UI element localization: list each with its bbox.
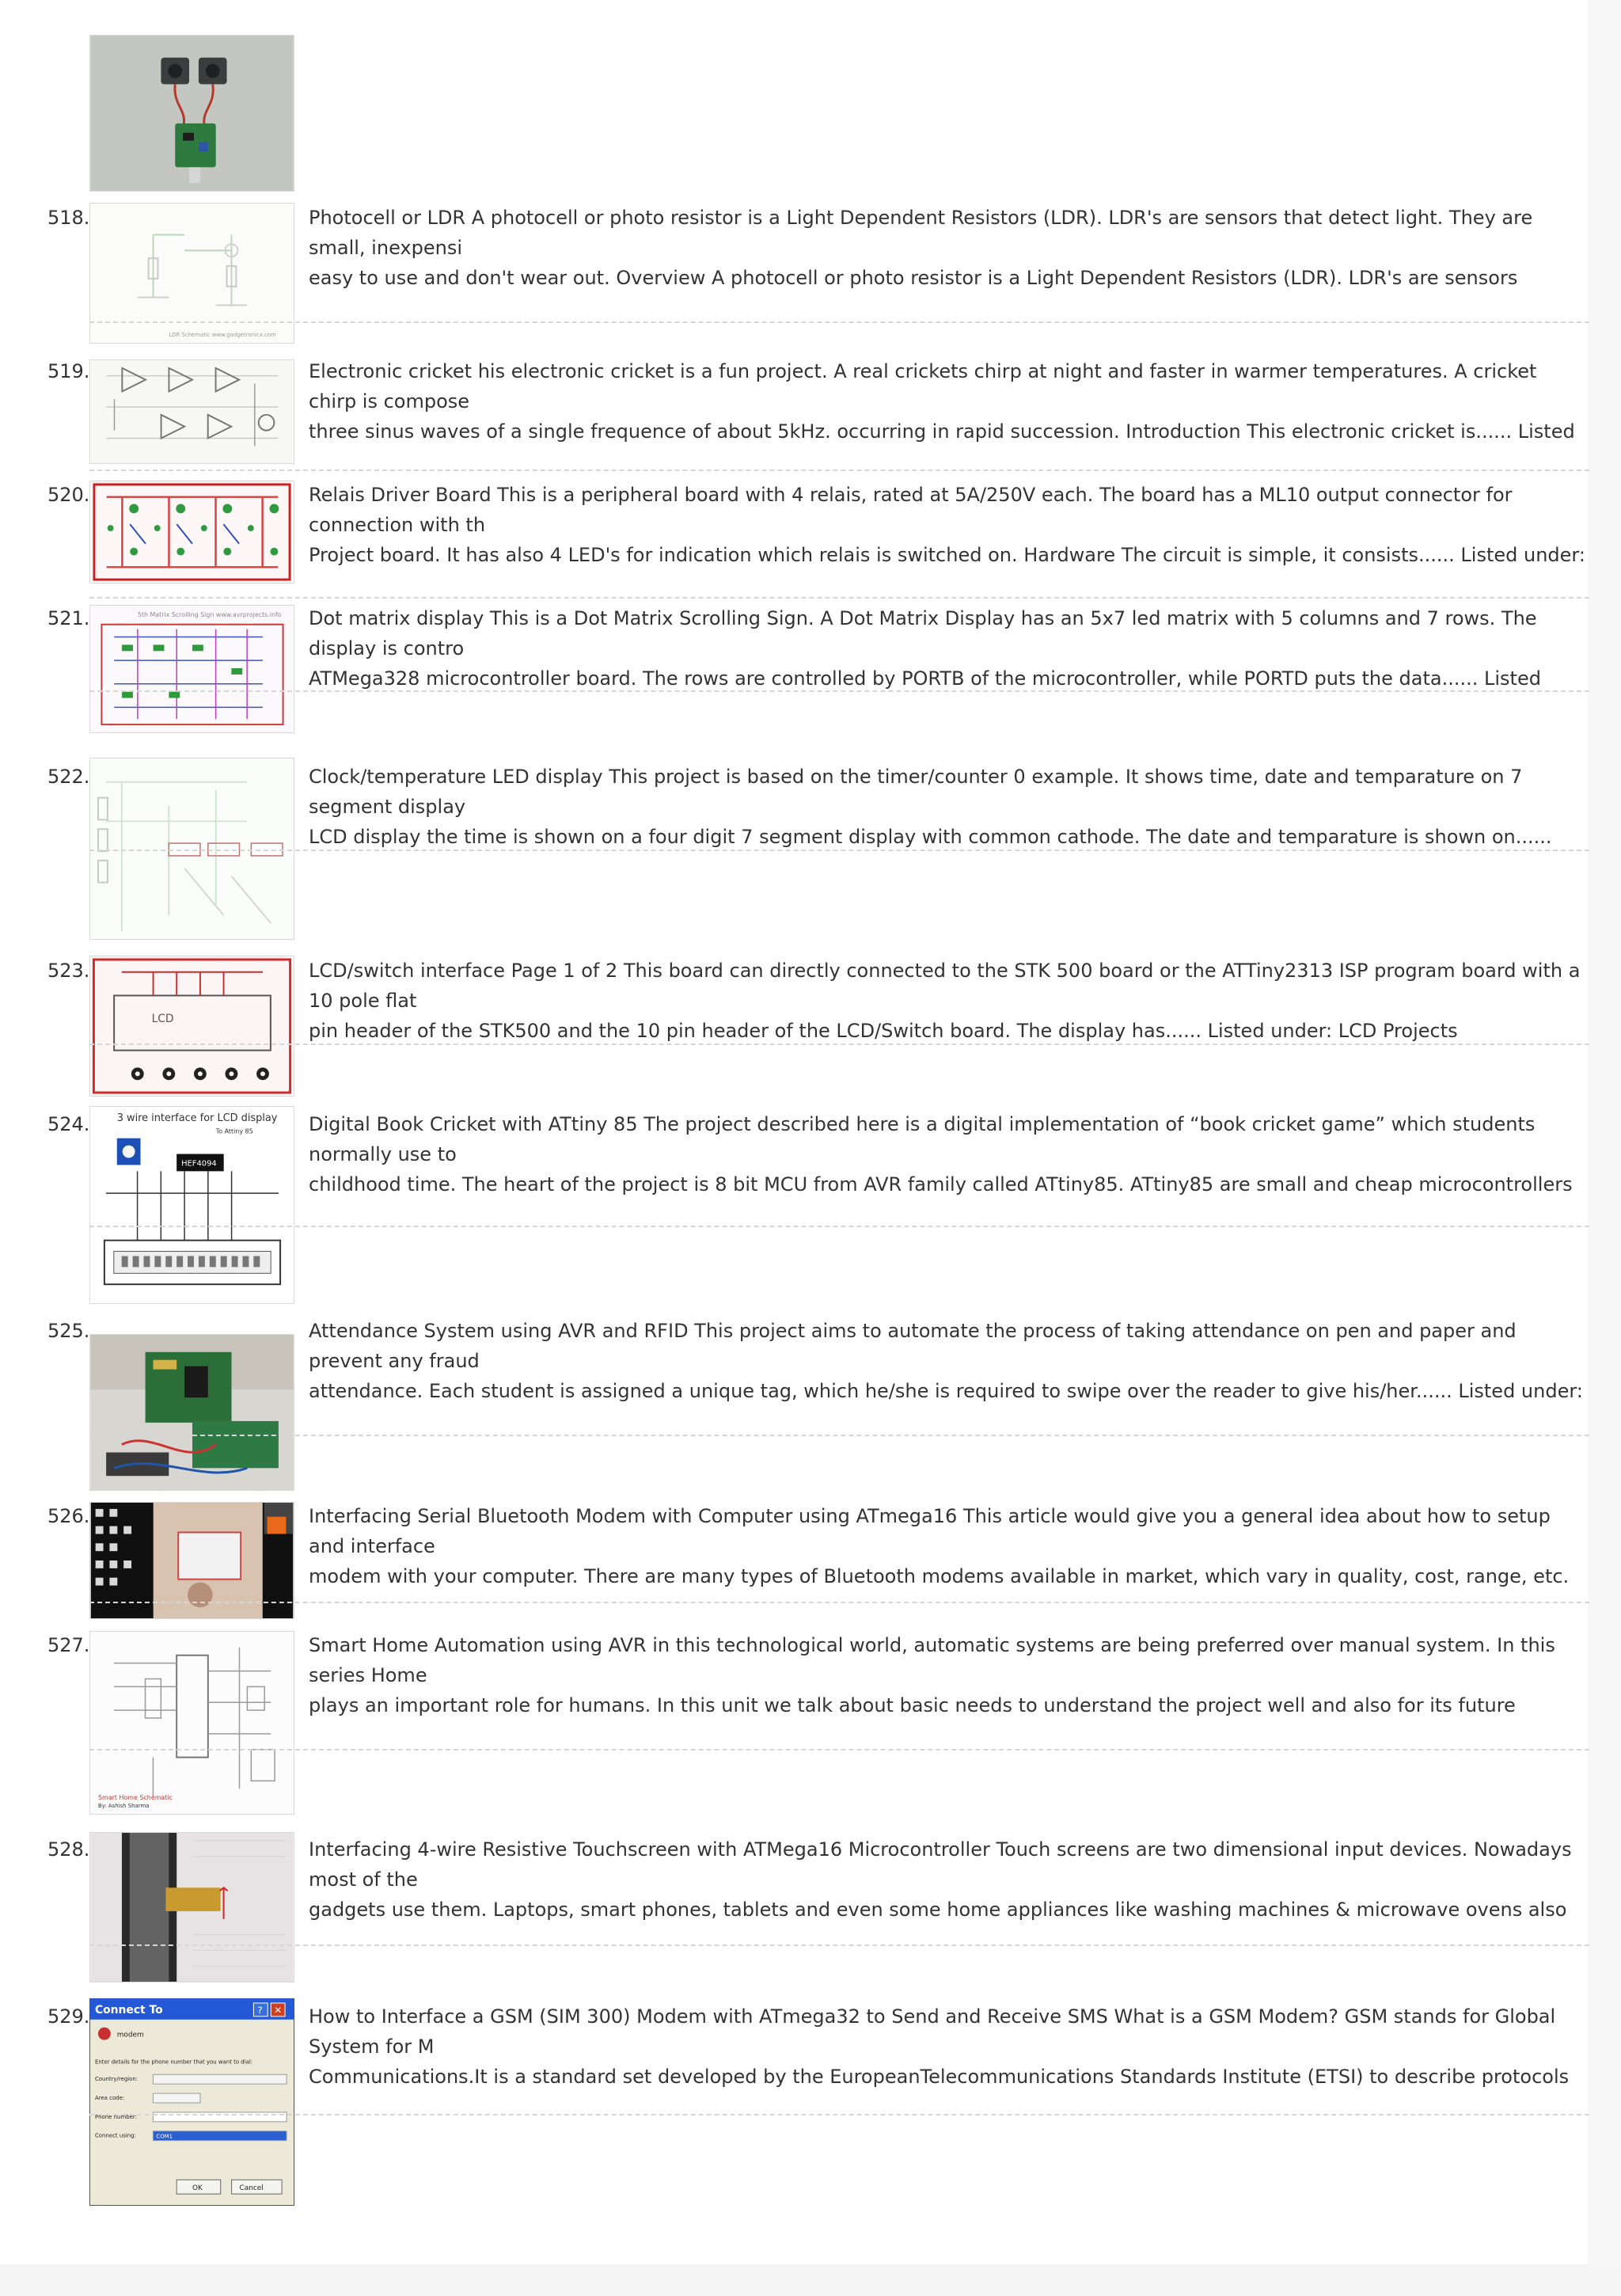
entry-number: 528. <box>47 1838 90 1861</box>
entry-line: Interfacing Serial Bluetooth Modem with Computer using ATmega16 This article would give you a general idea about how to setup and interface <box>309 1505 1551 1557</box>
close-icon: ✕ <box>274 2004 283 2016</box>
entry-line: Project board. It has also 4 LED's for indication which relais is switched on. Hardware The circuit is simple, it consists...... Listed under: <box>309 544 1585 566</box>
dashed-divider <box>89 469 1589 471</box>
entry-number: 529. <box>47 2005 90 2028</box>
thumbnail-subcaption: By: Ashish Sharma <box>98 1803 150 1810</box>
pcb-layout-image <box>90 956 294 1096</box>
bottom-band <box>0 2264 1621 2296</box>
entry-description[interactable] <box>309 356 1589 451</box>
entry-line: Electronic cricket his electronic cricket is a fun project. A real crickets chirp at night and faster in warmer temperatures. A cricket chirp is compose <box>309 360 1537 412</box>
entry-line: gadgets use them. Laptops, smart phones, tablets and even some home appliances like washing machines & microwave ovens also <box>309 1899 1567 1921</box>
entry-number: 526. <box>47 1505 90 1527</box>
entry-number: 518. <box>47 207 90 229</box>
thumbnail-relais-board[interactable] <box>89 481 294 584</box>
entry-line: easy to use and don't wear out. Overview A photocell or photo resistor is a Light Dependent Resistors (LDR). LDR's are sensors <box>309 267 1518 289</box>
thumbnail-smart-home-schematic[interactable] <box>89 1631 294 1815</box>
thumbnail-clock-temperature[interactable] <box>89 758 294 940</box>
thumbnail-chip-label: HEF4094 <box>181 1159 217 1169</box>
pcb-layout-image <box>90 606 294 732</box>
dialog-connect-value: COM1 <box>156 2133 173 2140</box>
entry-line: modem with your computer. There are many types of Bluetooth modems available in market, which vary in quality, cost, range, etc. <box>309 1565 1570 1587</box>
dialog-area-label: Area code: <box>94 2095 125 2102</box>
entry-line: pin header of the STK500 and the 10 pin header of the LCD/Switch board. The display has...... Listed under: LCD Projects <box>309 1020 1458 1042</box>
entry-line: three sinus waves of a single frequence of about 5kHz. occurring in rapid succession. Introduction This electronic cricket is...... Listed <box>309 420 1575 443</box>
entry-number: 523. <box>47 960 90 982</box>
entry-line: Attendance System using AVR and RFID This project aims to automate the process of taking attendance on pen and paper and prevent any fraud <box>309 1320 1517 1372</box>
dashed-divider <box>89 597 1589 599</box>
thumbnail-caption: 5th Matrix Scrolling Sign www.avrprojects.info <box>137 610 282 618</box>
schematic-image <box>90 758 294 939</box>
entry-line: Clock/temperature LED display This project is based on the timer/counter 0 example. It shows time, date and temparature on 7 segment display <box>309 766 1523 818</box>
dialog-screenshot-image <box>90 1999 294 2205</box>
dialog-title: Connect To <box>94 2003 163 2017</box>
svg-text:?: ? <box>257 2004 263 2016</box>
thumbnail-lcd-switch-pcb[interactable] <box>89 956 294 1097</box>
entry-line: Relais Driver Board This is a peripheral board with 4 relais, rated at 5A/250V each. The board has a ML10 output connector for connection with th <box>309 484 1513 536</box>
entry-line: Interfacing 4-wire Resistive Touchscreen with ATMega16 Microcontroller Touch screens are two dimensional input devices. Nowadays most of the <box>309 1838 1572 1891</box>
schematic-image <box>90 360 294 463</box>
dialog-cancel-button: Cancel <box>239 2184 264 2193</box>
entry-number: 521. <box>47 607 90 629</box>
entry-line: LCD display the time is shown on a four digit 7 segment display with common cathode. The date and temparature is shown on...... <box>309 826 1552 848</box>
entry-line: attendance. Each student is assigned a unique tag, which he/she is required to swipe over the reader to give his/her...... Listed under: <box>309 1380 1583 1402</box>
dashed-divider <box>89 1749 1589 1751</box>
thumbnail-attendance-photo[interactable] <box>89 1334 294 1491</box>
dashed-divider <box>89 321 1589 323</box>
thumbnail-caption: LDR Schematic www.gadgetronicx.com <box>169 332 276 339</box>
schematic-image <box>90 1107 294 1303</box>
thumbnail-dot-matrix-pcb[interactable] <box>89 605 294 733</box>
entry-number: 525. <box>47 1320 90 1342</box>
entry-number: 524. <box>47 1113 90 1135</box>
dialog-connection-name: modem <box>116 2031 144 2039</box>
entry-description[interactable] <box>309 1109 1589 1204</box>
thumbnail-caption: LCD <box>151 1013 174 1026</box>
entry-description[interactable] <box>309 603 1589 698</box>
entry-description[interactable] <box>309 1834 1589 1929</box>
entry-line: LCD/switch interface Page 1 of 2 This board can directly connected to the STK 500 board or the ATTiny2313 ISP program board with a 10 pole flat <box>309 960 1581 1012</box>
dashed-divider <box>89 1043 1589 1045</box>
thumbnail-book-cricket-schematic[interactable] <box>89 1106 294 1304</box>
thumbnail-cricket-schematic[interactable] <box>89 359 294 464</box>
dashed-divider <box>89 1944 1589 1946</box>
pcb-layout-image <box>90 481 294 583</box>
entry-line: Dot matrix display This is a Dot Matrix Scrolling Sign. A Dot Matrix Display has an 5x7 led matrix with 5 columns and 7 rows. The display is contro <box>309 607 1537 660</box>
entry-description[interactable] <box>309 1630 1589 1725</box>
thumbnail-connect-to-dialog[interactable] <box>89 1998 294 2206</box>
entry-number: 519. <box>47 360 90 382</box>
entry-line: Digital Book Cricket with ATtiny 85 The project described here is a digital implementation of “book cricket game” which students normally use to <box>309 1113 1536 1165</box>
entry-line: Communications.It is a standard set developed by the EuropeanTelecommunications Standards Institute (ETSI) to describe protocols <box>309 2066 1570 2088</box>
entry-number: 527. <box>47 1634 90 1656</box>
thumbnail-touchscreen-photo[interactable] <box>89 1832 294 1982</box>
dialog-connect-label: Connect using: <box>94 2132 136 2139</box>
thumbnail-photo-speakers[interactable] <box>89 35 294 192</box>
entry-number: 522. <box>47 766 90 788</box>
dialog-prompt: Enter details for the phone number that you want to dial: <box>94 2058 253 2066</box>
dialog-country-label: Country/region: <box>94 2076 139 2083</box>
entry-line: childhood time. The heart of the project is 8 bit MCU from AVR family called ATtiny85. ATtiny85 are small and cheap microcontrollers <box>309 1173 1573 1196</box>
dashed-divider <box>89 2114 1589 2115</box>
entry-line: How to Interface a GSM (SIM 300) Modem with ATmega32 to Send and Receive SMS What is a GSM Modem? GSM stands for Global System for M <box>309 2005 1556 2058</box>
touchscreen-photo <box>90 1833 294 1982</box>
entry-description[interactable] <box>309 956 1589 1051</box>
entry-line: ATMega328 microcontroller board. The rows are controlled by PORTB of the microcontroller, while PORTD puts the data...... Listed <box>309 667 1541 690</box>
dashed-divider <box>89 1226 1589 1227</box>
thumbnail-caption: 3 wire interface for LCD display <box>116 1112 278 1124</box>
rfid-board-photo <box>90 1335 294 1490</box>
dashed-divider <box>89 1435 1589 1436</box>
thumbnail-subcaption: To Attiny 85 <box>215 1127 253 1135</box>
thumbnail-caption: Smart Home Schematic <box>98 1794 173 1802</box>
entry-line: plays an important role for humans. In this unit we talk about basic needs to understand the project well and also for its future <box>309 1694 1516 1716</box>
entry-line: Smart Home Automation using AVR in this technological world, automatic systems are being preferred over manual system. In this series Home <box>309 1634 1555 1686</box>
dashed-divider <box>89 850 1589 851</box>
entry-description[interactable] <box>309 480 1589 575</box>
entry-description[interactable] <box>309 1501 1589 1596</box>
entry-description[interactable] <box>309 2001 1589 2096</box>
dialog-phone-label: Phone number: <box>94 2113 137 2120</box>
dashed-divider <box>89 1602 1589 1603</box>
entry-description[interactable] <box>309 203 1589 298</box>
entry-number: 520. <box>47 484 90 506</box>
entry-description[interactable] <box>309 1316 1589 1411</box>
entry-description[interactable] <box>309 762 1589 857</box>
entry-line: Photocell or LDR A photocell or photo resistor is a Light Dependent Resistors (LDR). LDR's are sensors that detect light. They are small, inexpensi <box>309 207 1533 259</box>
right-edge-band <box>1588 0 1621 2296</box>
schematic-image <box>90 1632 294 1814</box>
dialog-ok-button: OK <box>192 2184 203 2193</box>
speaker-board-photo <box>90 36 294 191</box>
dashed-divider <box>89 690 1589 692</box>
